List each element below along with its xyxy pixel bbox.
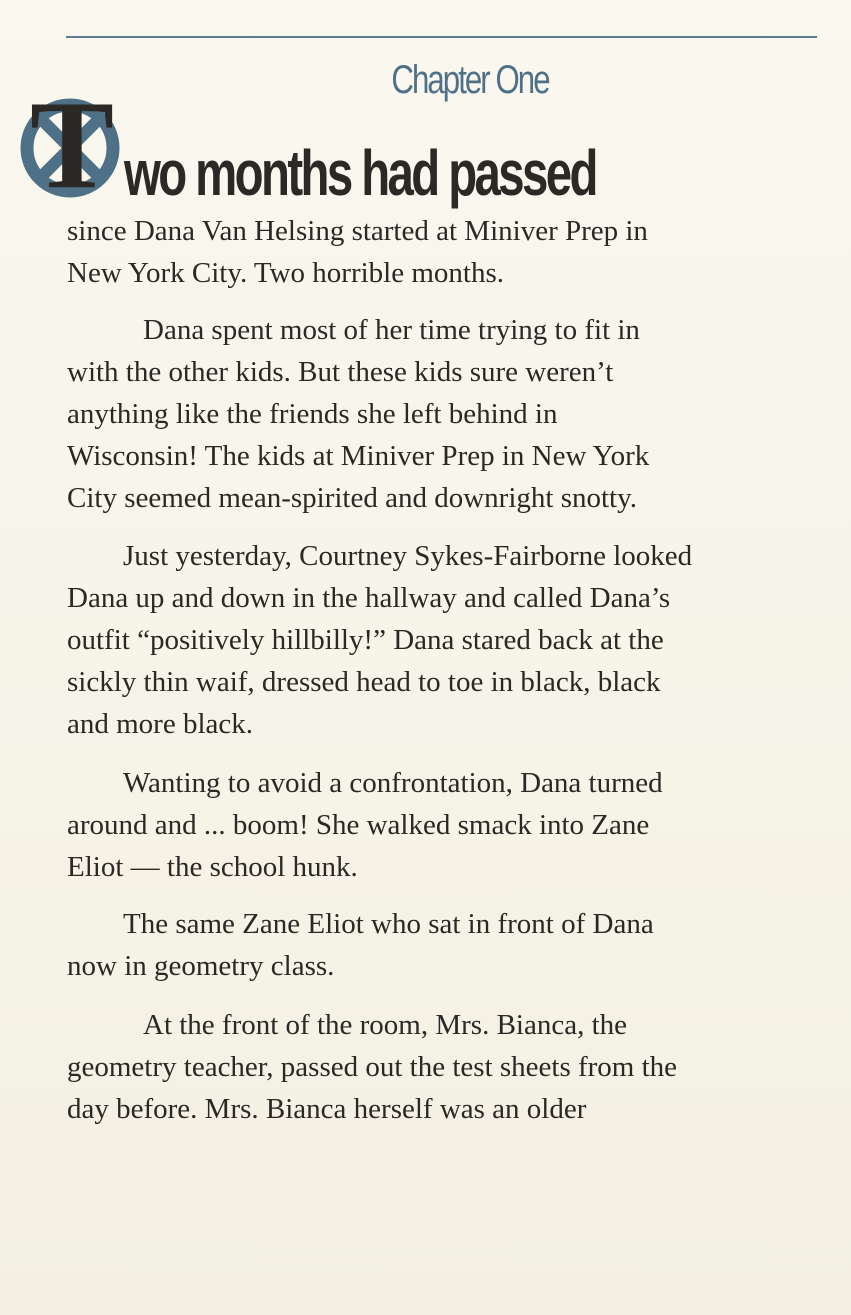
- paragraph-2: [67, 309, 819, 519]
- paragraph-5: [67, 903, 819, 987]
- opening-line: wo months had passed: [124, 137, 596, 209]
- text-line: around and ... boom! She walked smack into Zane: [67, 809, 650, 841]
- text-line: Eliot — the school hunk.: [67, 851, 358, 883]
- text-line: anything like the friends she left behind in: [67, 398, 558, 430]
- paragraph-1: [67, 210, 819, 294]
- text-line: geometry teacher, passed out the test sheets from the: [67, 1051, 678, 1083]
- text-line: sickly thin waif, dressed head to toe in black, black: [67, 666, 661, 698]
- text-line: Just yesterday, Courtney Sykes-Fairborne looked: [123, 540, 693, 572]
- paragraph-6: [67, 1004, 819, 1130]
- text-line: outfit “positively hillbilly!” Dana stared back at the: [67, 624, 664, 656]
- text-line: Wanting to avoid a confrontation, Dana turned: [123, 767, 663, 799]
- drop-cap: [20, 76, 124, 215]
- top-rule: [66, 36, 817, 38]
- chapter-title: Chapter One: [391, 58, 549, 102]
- text-line: Dana up and down in the hallway and called Dana’s: [67, 582, 671, 614]
- text-line: City seemed mean-spirited and downright snotty.: [67, 482, 637, 514]
- text-line: day before. Mrs. Bianca herself was an older: [67, 1093, 587, 1125]
- text-line: The same Zane Eliot who sat in front of Dana: [123, 908, 654, 940]
- text-line: with the other kids. But these kids sure weren’t: [67, 356, 614, 388]
- text-line: Dana spent most of her time trying to fit in: [143, 314, 640, 346]
- paragraph-3: [67, 535, 819, 745]
- text-line: since Dana Van Helsing started at Miniver Prep in: [67, 215, 648, 247]
- text-line: now in geometry class.: [67, 950, 335, 982]
- text-line: and more black.: [67, 708, 254, 740]
- text-line: At the front of the room, Mrs. Bianca, the: [143, 1009, 628, 1041]
- text-line: Wisconsin! The kids at Miniver Prep in New York: [67, 440, 650, 472]
- paragraph-4: [67, 762, 819, 888]
- drop-cap-letter: T: [29, 76, 115, 215]
- text-line: New York City. Two horrible months.: [67, 257, 505, 289]
